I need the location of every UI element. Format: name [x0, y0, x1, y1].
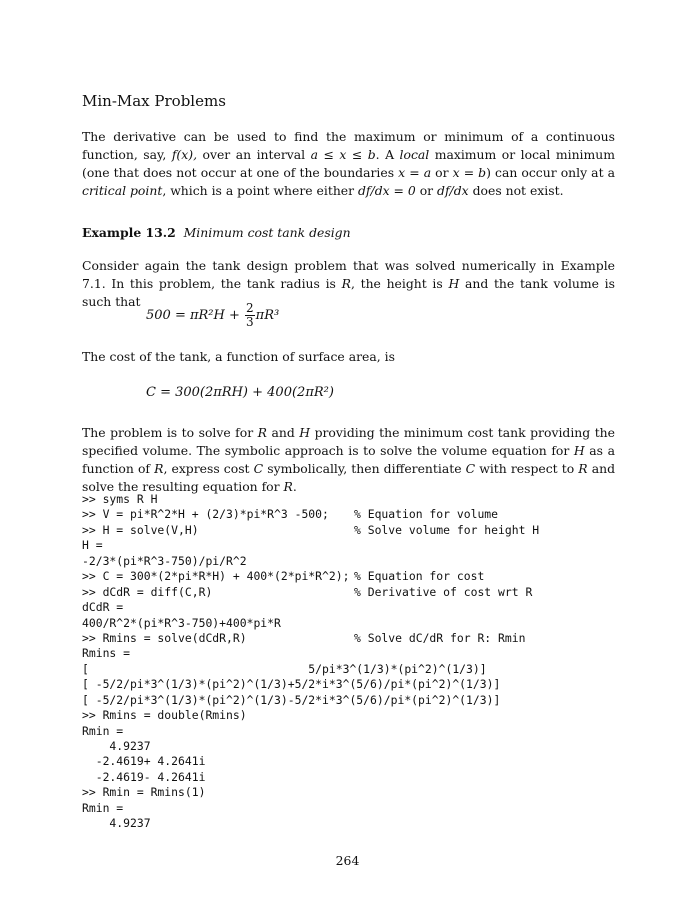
code-line: [82, 816, 539, 831]
matlab-code-listing: [82, 492, 539, 832]
code-output: Rmins =: [82, 646, 131, 661]
intro-text: over an interval: [197, 147, 311, 163]
intro-paragraph: [82, 128, 615, 200]
code-line: [82, 507, 539, 522]
math-var: C: [253, 461, 264, 477]
code-line: [82, 600, 539, 615]
math-var: R: [257, 425, 267, 440]
code-output: -2.4619+ 4.2641i: [82, 754, 206, 769]
code-line: [82, 585, 539, 600]
code-comment: % Solve volume for height H: [354, 522, 540, 537]
intro-math-bound-b: x = b: [452, 165, 487, 181]
para-text: as a function of: [82, 443, 616, 477]
math-var: R: [341, 276, 351, 292]
intro-text: . A: [375, 147, 400, 163]
code-line: [82, 662, 539, 677]
code-command: >> Rmins = solve(dCdR,R): [82, 630, 247, 645]
code-line: [82, 801, 539, 816]
para-text: with respect to: [475, 461, 579, 477]
code-command: >> C = 300*(2*pi*R*H) + 400*(2*pi*R^2);: [82, 569, 350, 584]
intro-math-cond2: df/dx: [437, 183, 469, 199]
code-line: [82, 739, 539, 754]
fraction: [245, 302, 255, 329]
code-line: [82, 693, 539, 708]
code-comment: % Solve dC/dR for R: Rmin: [354, 630, 526, 645]
code-line: [82, 554, 539, 569]
code-line: [82, 708, 539, 723]
intro-emph-local: local: [399, 147, 430, 163]
math-var: H: [299, 425, 311, 440]
intro-math-cond1: df/dx = 0: [358, 183, 416, 199]
para-text: , express cost: [163, 461, 254, 477]
paragraph-cost-intro: The cost of the tank, a function of surface area, is: [82, 349, 395, 364]
code-output: 4.9237: [82, 739, 151, 753]
section-title: Min-Max Problems: [82, 92, 226, 110]
example-label: Example 13.2: [82, 225, 176, 240]
page-number: 264: [335, 853, 360, 868]
code-comment: % Equation for cost: [354, 569, 485, 584]
paragraph-symbolic-approach: [82, 424, 615, 496]
code-line: [82, 646, 539, 661]
math-var: H: [448, 276, 460, 292]
intro-text: , which is a point where either: [162, 183, 358, 199]
math-var: R: [154, 461, 164, 477]
code-line: [82, 785, 539, 800]
code-line: [82, 724, 539, 739]
para-text: symbolically, then differentiate: [263, 461, 466, 477]
code-line: [82, 492, 539, 507]
example-title: Minimum cost tank design: [183, 225, 351, 240]
intro-text: maximum or local minimum (one that does not occur at one of the boundaries: [82, 147, 615, 181]
code-output: Rmin =: [82, 800, 124, 815]
code-output: Rmin =: [82, 723, 124, 738]
para-text: and: [267, 425, 300, 440]
code-line: [82, 538, 539, 553]
math-var: H: [573, 443, 585, 459]
code-line: [82, 616, 539, 631]
intro-text: ) can occur only at a: [486, 165, 616, 181]
code-command: >> H = solve(V,H): [82, 522, 199, 537]
intro-math-interval: a ≤ x ≤ b: [310, 147, 376, 163]
code-output: [ -5/2/pi*3^(1/3)*(pi^2)^(1/3)-5/2*i*3^(5/6)/pi*(pi^2)^(1/3)]: [82, 692, 501, 707]
intro-math-bound-a: x = a: [398, 165, 432, 181]
intro-math-fx: f(x),: [171, 147, 198, 163]
code-output: -2.4619- 4.2641i: [82, 769, 206, 784]
para-text: , the height is: [350, 276, 449, 292]
intro-text: or: [415, 183, 438, 199]
para-text: Consider again the tank design problem that was solved numerically in Example 7.1. In this problem, the tank radius is: [82, 258, 615, 292]
code-output: 400/R^2*(pi*R^3-750)+400*pi*R: [82, 615, 281, 630]
code-output: [ 5/pi*3^(1/3)*(pi^2)^(1/3)]: [82, 661, 487, 676]
para-text: providing the minimum cost tank providing the specified volume. The symbolic approach is to solve the volume equation for: [82, 425, 615, 459]
cost-equation: C = 300(2πRH) + 400(2πR²): [146, 385, 334, 400]
volume-equation: [146, 302, 279, 329]
code-output: 4.9237: [82, 816, 151, 831]
para-text: The problem is to solve for: [82, 425, 258, 440]
code-line: [82, 523, 539, 538]
volume-eq-lhs: 500 = πR²H +: [146, 308, 245, 324]
code-line: [82, 569, 539, 584]
example-heading: [82, 224, 351, 242]
intro-text: or: [431, 165, 453, 181]
code-output: dCdR =: [82, 600, 124, 615]
code-comment: % Derivative of cost wrt R: [354, 584, 533, 599]
fraction-numerator: 2: [246, 301, 254, 315]
code-command: >> syms R H: [82, 492, 158, 506]
code-line: [82, 631, 539, 646]
intro-text: does not exist.: [468, 183, 564, 199]
code-command: >> V = pi*R^2*H + (2/3)*pi*R^3 -500;: [82, 507, 329, 522]
volume-eq-rhs: πR³: [255, 308, 280, 324]
code-line: [82, 677, 539, 692]
code-output: H =: [82, 538, 103, 553]
intro-emph-critical-point: critical point: [82, 183, 163, 199]
math-var: R: [283, 479, 293, 495]
code-command: >> Rmins = double(Rmins): [82, 708, 247, 723]
math-var: C: [465, 461, 476, 477]
math-var: R: [578, 461, 588, 477]
code-comment: % Equation for volume: [354, 507, 499, 522]
para-text: .: [292, 479, 297, 495]
code-line: [82, 770, 539, 785]
code-command: >> Rmin = Rmins(1): [82, 785, 206, 800]
code-output: -2/3*(pi*R^3-750)/pi/R^2: [82, 553, 247, 568]
para-text: and the tank volume is such that: [82, 276, 615, 310]
fraction-denominator: 3: [246, 315, 254, 330]
code-command: >> dCdR = diff(C,R): [82, 584, 213, 599]
intro-text: The derivative can be used to find the maximum or minimum of a continuous function, say,: [82, 129, 615, 163]
code-line: [82, 754, 539, 769]
code-output: [ -5/2/pi*3^(1/3)*(pi^2)^(1/3)+5/2*i*3^(5/6)/pi*(pi^2)^(1/3)]: [82, 677, 501, 692]
para-text: and solve the resulting equation for: [82, 461, 616, 495]
